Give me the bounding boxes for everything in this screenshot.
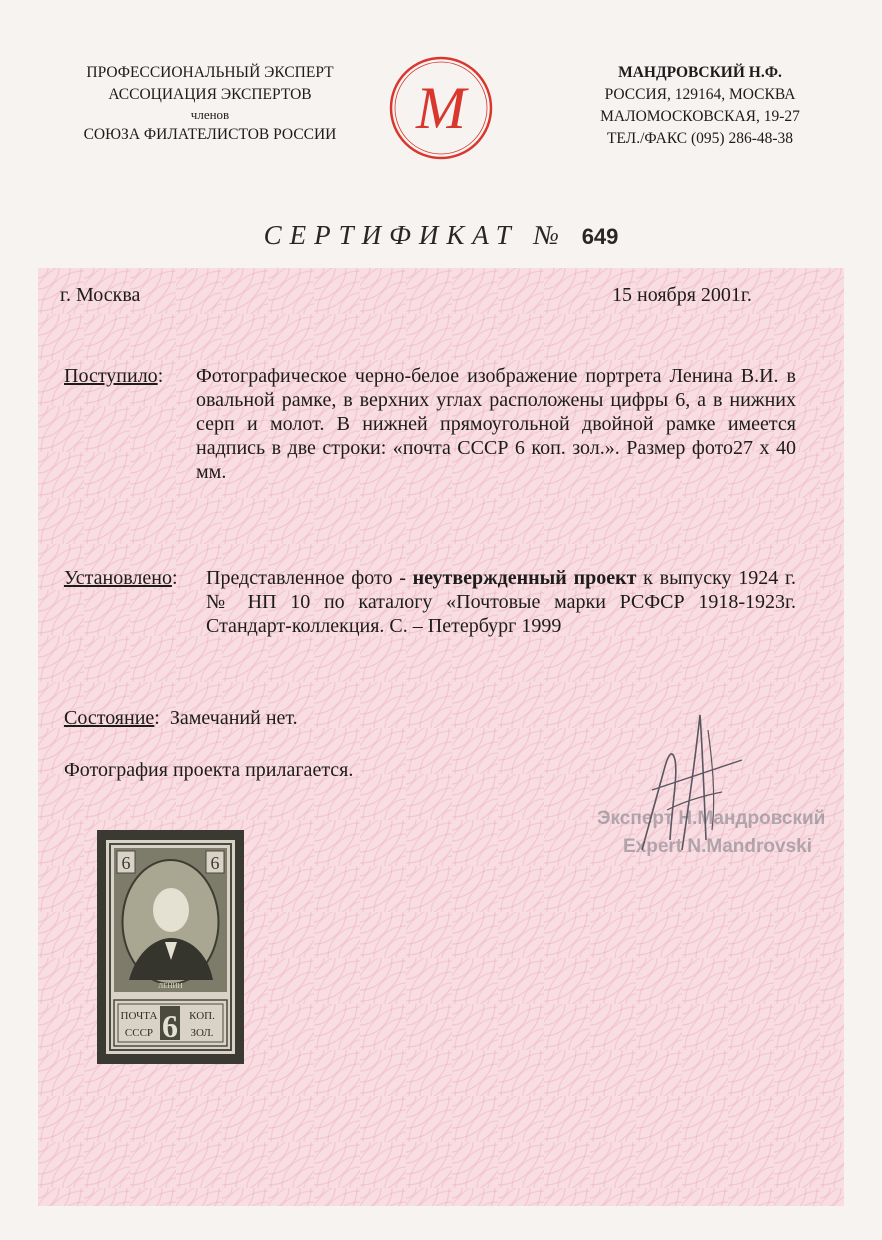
established-text-before: Представленное фото - [206,567,413,589]
address-line2: МАЛОМОСКОВСКАЯ, 19-27 [600,108,800,125]
received-text: Фотографическое черно-белое изображение портрета Ленина В.И. в овальной рамке, в верхних углах расположены цифры 6, а в нижних серп и молот. В нижней прямоугольной двойной рамке имеется надпись в две строки: «почта СССР 6 коп. зол.». Размер фото27 х 40 мм. [196,365,796,483]
expert-name: МАНДРОВСКИЙ Н.Ф. [618,64,782,81]
established-label-wrap: Установлено: [64,567,178,589]
certificate-number: 649 [581,224,619,249]
established-label: Установлено [64,567,172,589]
corner-value-left: 6 [121,853,131,873]
logo-letter: М [416,75,466,141]
stamp-line2: Expert N.Mandrovski [623,836,812,857]
certificate-title [0,220,882,251]
header-left-line1: ПРОФЕССИОНАЛЬНЫЙ ЭКСПЕРТ [86,64,334,81]
condition-row: Состояние: Замечаний нет. [64,707,298,729]
stamp-right-bottom: ЗОЛ. [190,1027,214,1039]
stamp-line1: Эксперт Н.Мандровский [597,808,826,829]
place: г. Москва [60,284,141,306]
stamp-left-top: ПОЧТА [120,1010,158,1022]
stamp-photo [97,830,244,1064]
stamp-value: 6 [162,1008,178,1044]
issue-date: 15 ноября 2001г. [612,284,752,306]
header-right [545,62,855,150]
condition-label: Состояние [64,707,155,729]
header-left [40,62,380,146]
monogram-logo [385,52,497,164]
established-bold: неутвержденный проект [412,567,637,589]
corner-value-right: 6 [210,853,220,873]
received-label: Поступило [64,365,158,387]
established-text [206,566,796,638]
stamp-left-bottom: СССР [124,1027,154,1039]
received-label-wrap: Поступило: [64,365,164,387]
certificate-title-text: СЕРТИФИКАТ № [263,220,567,250]
header-left-line3: членов [190,107,230,122]
stamp-name-label: ЛЕНИН [158,982,183,990]
stamp-right-top: КОП. [189,1010,215,1022]
condition-text: Замечаний нет. [169,707,298,729]
address-line1: РОССИЯ, 129164, МОСКВА [604,86,796,103]
header-left-line4: СОЮЗА ФИЛАТЕЛИСТОВ РОССИИ [83,126,337,143]
header-left-line2: АССОЦИАЦИЯ ЭКСПЕРТОВ [108,86,312,103]
signature [612,700,752,860]
attachment-note: Фотография проекта прилагается. [64,759,354,781]
established-text-after: к выпуску 1924 г. № НП 10 по каталогу «Почтовые марки РСФСР 1918-1923г. Стандарт-коллекция. С. – Петербург 1999 [206,567,796,637]
phone-line: ТЕЛ./ФАКС (095) 286-48-38 [606,130,794,147]
